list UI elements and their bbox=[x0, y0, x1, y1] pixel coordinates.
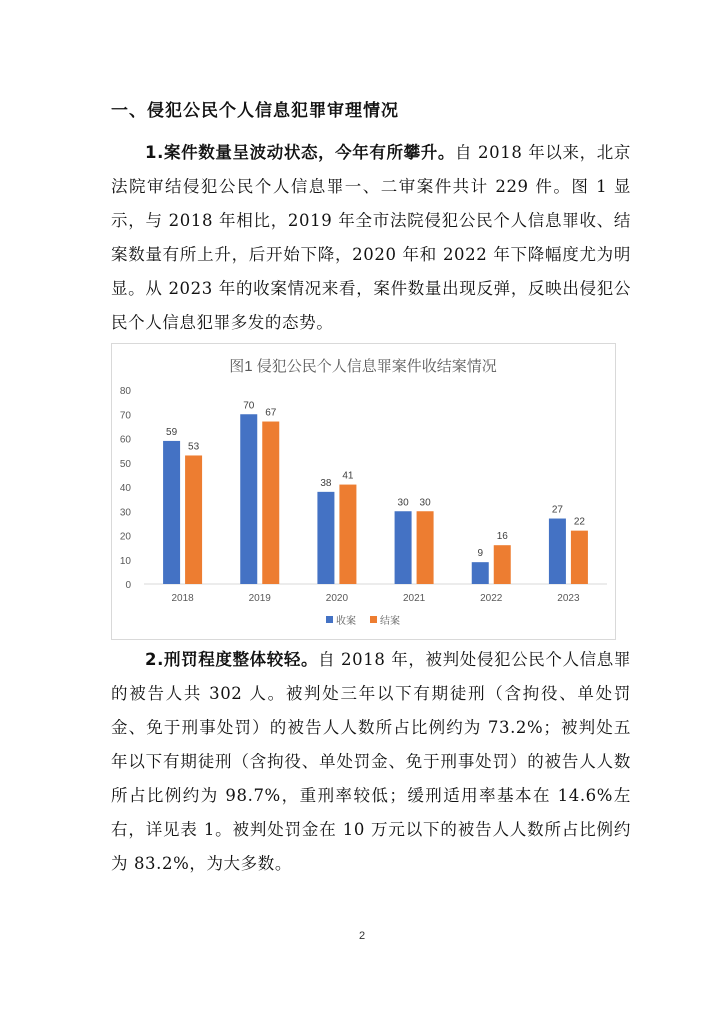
x-tick-label: 2019 bbox=[248, 593, 271, 604]
bar-closed bbox=[262, 422, 279, 584]
bar-received bbox=[549, 519, 566, 584]
y-tick-label: 0 bbox=[125, 580, 131, 591]
bar-chart bbox=[111, 343, 616, 640]
y-tick-label: 50 bbox=[119, 458, 131, 470]
data-label: 30 bbox=[419, 497, 431, 509]
bar-received bbox=[472, 562, 489, 584]
y-tick-label: 10 bbox=[119, 555, 131, 567]
paragraph-sentencing bbox=[111, 643, 631, 881]
data-label: 16 bbox=[496, 531, 508, 543]
x-tick-label: 2021 bbox=[402, 593, 426, 604]
x-tick-label: 2020 bbox=[325, 593, 349, 604]
paragraph-case-count bbox=[111, 136, 631, 340]
data-label: 59 bbox=[166, 426, 178, 438]
bar-closed bbox=[185, 455, 202, 584]
bar-received bbox=[395, 511, 412, 584]
data-label: 30 bbox=[397, 497, 409, 509]
legend-label: 收案 bbox=[336, 616, 356, 627]
x-tick-label: 2022 bbox=[480, 593, 503, 604]
bar-received bbox=[317, 492, 334, 584]
bar-received bbox=[163, 441, 180, 584]
bar-closed bbox=[417, 511, 434, 584]
x-tick-label: 2018 bbox=[171, 593, 194, 604]
data-label: 70 bbox=[243, 400, 255, 412]
bar-closed bbox=[339, 485, 356, 584]
paragraph-body: 自 2018 年以来，北京法院审结侵犯公民个人信息罪一、二审案件共计 229 件。图 1 显示，与 2018 年相比，2019 年全市法院侵犯公民个人信息罪收、结案数量有所上升，后开始下降，2020 年和 2022 年下降幅度尤为明显。从 2023 年的收案情况来看，案件数量出现反弹，反映出侵犯公民个人信息犯罪多发的态势。 bbox=[111, 143, 632, 332]
chart-title: 图1 侵犯公民个人信息罪案件收结案情况 bbox=[229, 358, 497, 375]
paragraph-lead: 2.刑罚程度整体较轻。 bbox=[145, 650, 319, 669]
page-number: 2 bbox=[358, 930, 366, 942]
data-label: 27 bbox=[551, 504, 563, 516]
y-tick-label: 40 bbox=[119, 483, 131, 494]
bar-closed bbox=[494, 545, 511, 584]
y-tick-label: 30 bbox=[119, 507, 131, 519]
paragraph-body: 自 2018 年，被判处侵犯公民个人信息罪的被告人共 302 人。被判处三年以下有期徒刑（含拘役、单处罚金、免于刑事处罚）的被告人人数所占比例约为 73.2%；被判处五年以下有期徒刑（含拘役、单处罚金、免于刑事处罚）的被告人人数所占比例约为 98.7%，重刑率较低；缓刑适用率基本在 14.6%左右，详见表 1。被判处罚金在 10 万元以下的被告人人数所占比例约为 83.2%，为大多数。 bbox=[111, 650, 631, 873]
legend-swatch bbox=[326, 616, 333, 623]
bar-closed bbox=[571, 531, 588, 584]
data-label: 38 bbox=[320, 477, 332, 489]
legend-label: 结案 bbox=[380, 616, 400, 627]
section-heading: 一、侵犯公民个人信息犯罪审理情况 bbox=[111, 101, 399, 121]
data-label: 67 bbox=[265, 407, 277, 419]
y-tick-label: 70 bbox=[119, 410, 131, 422]
bar-received bbox=[240, 414, 257, 584]
paragraph-lead: 1.案件数量呈波动状态，今年有所攀升。 bbox=[145, 143, 456, 162]
y-tick-label: 80 bbox=[119, 386, 131, 397]
data-label: 9 bbox=[477, 548, 484, 560]
data-label: 22 bbox=[573, 516, 585, 528]
y-tick-label: 60 bbox=[119, 434, 131, 446]
data-label: 53 bbox=[188, 441, 200, 453]
chart-canvas bbox=[112, 344, 615, 639]
data-label: 41 bbox=[342, 470, 354, 482]
y-tick-label: 20 bbox=[119, 531, 131, 543]
x-tick-label: 2023 bbox=[557, 593, 580, 604]
legend-swatch bbox=[370, 616, 377, 623]
